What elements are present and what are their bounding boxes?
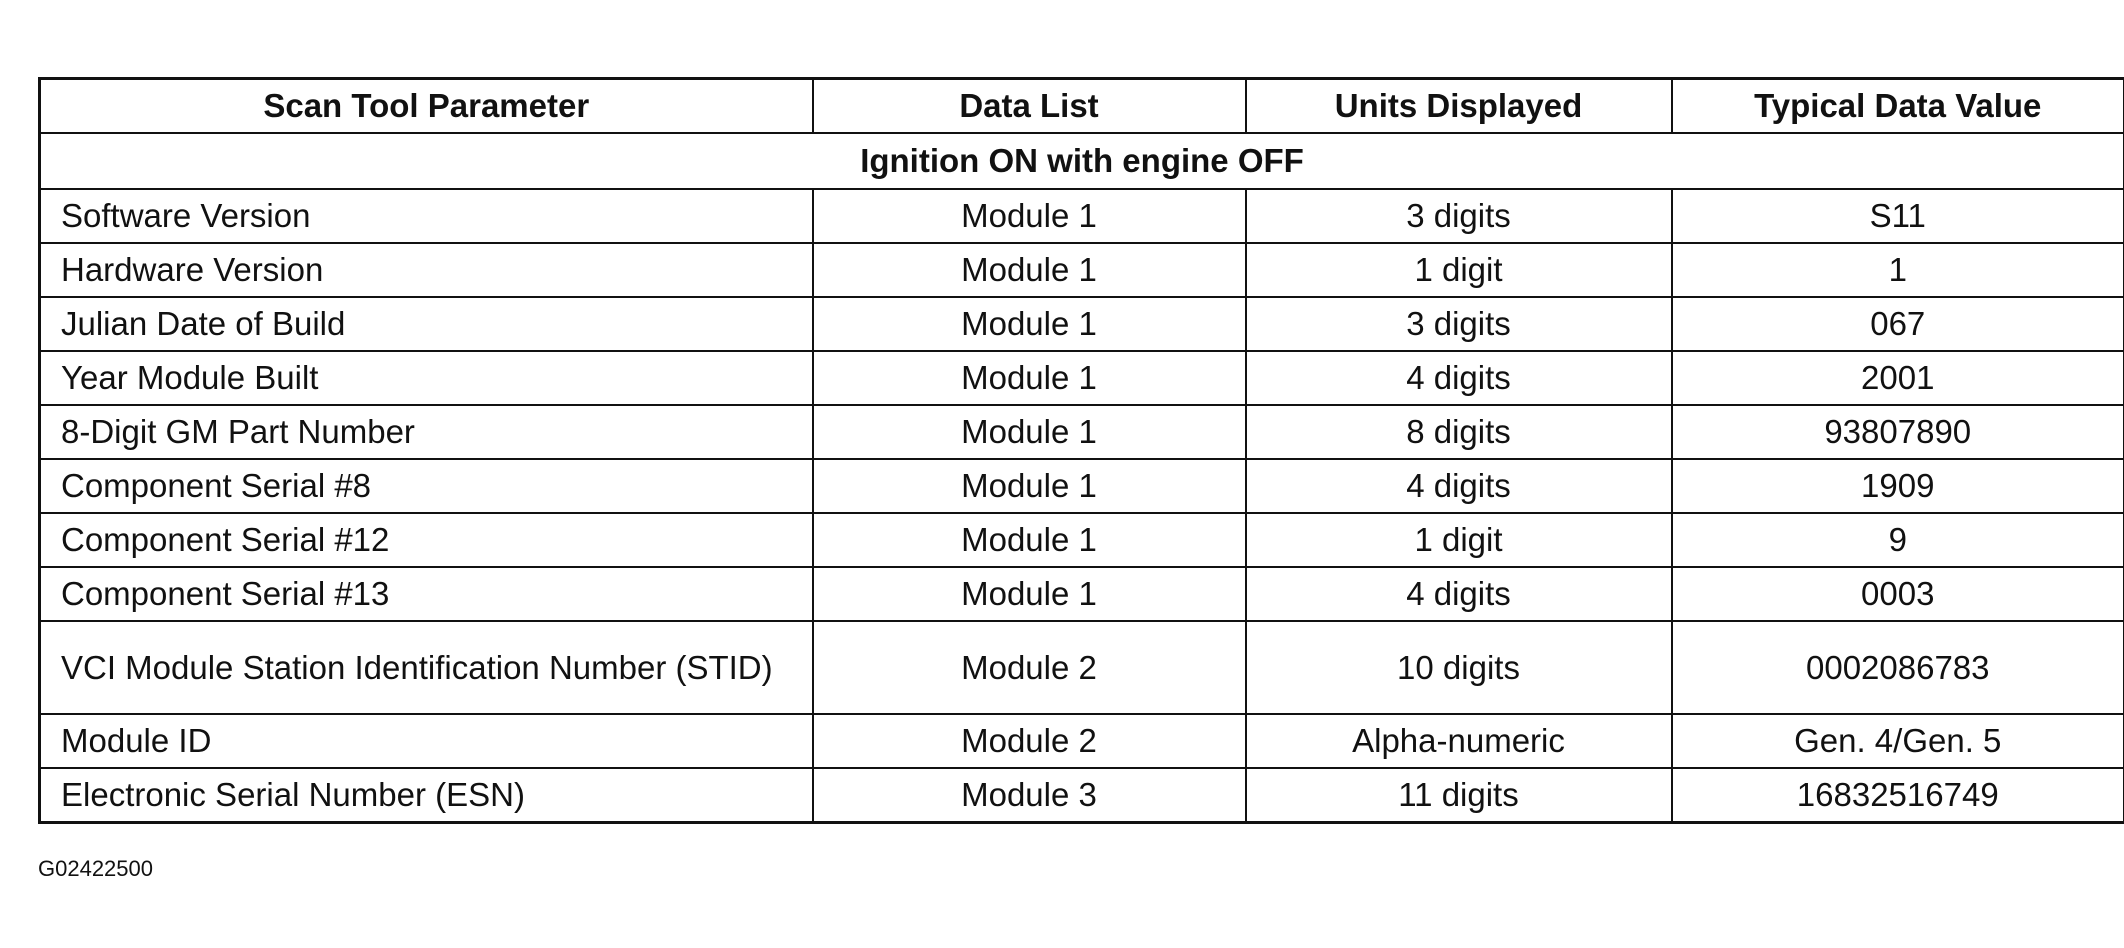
- table-row: [40, 567, 2124, 621]
- data-list-cell: Module 1: [813, 567, 1246, 621]
- value-cell: 0003: [1672, 567, 2124, 621]
- data-list-cell: Module 1: [813, 189, 1246, 243]
- scan-tool-parameter-table: [38, 77, 2124, 824]
- units-cell: 3 digits: [1246, 297, 1672, 351]
- parameter-cell: Julian Date of Build: [40, 297, 813, 351]
- table-row: [40, 459, 2124, 513]
- units-cell: 4 digits: [1246, 459, 1672, 513]
- header-data-list: Data List: [813, 79, 1246, 134]
- units-cell: 1 digit: [1246, 513, 1672, 567]
- header-typical-data-value: Typical Data Value: [1672, 79, 2124, 134]
- parameter-cell: Component Serial #8: [40, 459, 813, 513]
- units-cell: 1 digit: [1246, 243, 1672, 297]
- data-list-cell: Module 2: [813, 621, 1246, 714]
- data-list-cell: Module 2: [813, 714, 1246, 768]
- header-scan-tool-parameter: Scan Tool Parameter: [40, 79, 813, 134]
- value-cell: 2001: [1672, 351, 2124, 405]
- value-cell: 93807890: [1672, 405, 2124, 459]
- units-cell: 11 digits: [1246, 768, 1672, 823]
- data-list-cell: Module 1: [813, 405, 1246, 459]
- parameter-cell: VCI Module Station Identification Number (STID): [40, 621, 813, 714]
- section-title: Ignition ON with engine OFF: [40, 133, 2124, 189]
- value-cell: 067: [1672, 297, 2124, 351]
- parameter-cell: Module ID: [40, 714, 813, 768]
- value-cell: 0002086783: [1672, 621, 2124, 714]
- parameter-cell: 8-Digit GM Part Number: [40, 405, 813, 459]
- units-cell: Alpha-numeric: [1246, 714, 1672, 768]
- parameter-cell: Electronic Serial Number (ESN): [40, 768, 813, 823]
- parameter-cell: Component Serial #12: [40, 513, 813, 567]
- table-row: [40, 189, 2124, 243]
- parameter-cell: Year Module Built: [40, 351, 813, 405]
- section-row: [40, 133, 2124, 189]
- value-cell: S11: [1672, 189, 2124, 243]
- parameter-cell: Hardware Version: [40, 243, 813, 297]
- units-cell: 4 digits: [1246, 351, 1672, 405]
- value-cell: 1: [1672, 243, 2124, 297]
- table-row: [40, 351, 2124, 405]
- data-list-cell: Module 1: [813, 351, 1246, 405]
- value-cell: Gen. 4/Gen. 5: [1672, 714, 2124, 768]
- parameter-cell: Software Version: [40, 189, 813, 243]
- data-list-cell: Module 1: [813, 297, 1246, 351]
- table-header-row: [40, 79, 2124, 134]
- value-cell: 1909: [1672, 459, 2124, 513]
- data-list-cell: Module 1: [813, 243, 1246, 297]
- data-list-cell: Module 1: [813, 459, 1246, 513]
- value-cell: 9: [1672, 513, 2124, 567]
- units-cell: 8 digits: [1246, 405, 1672, 459]
- data-list-cell: Module 3: [813, 768, 1246, 823]
- table-row: [40, 297, 2124, 351]
- units-cell: 3 digits: [1246, 189, 1672, 243]
- table-row: [40, 768, 2124, 823]
- units-cell: 10 digits: [1246, 621, 1672, 714]
- table-row: [40, 243, 2124, 297]
- figure-id: G02422500: [38, 856, 153, 881]
- table-row: [40, 714, 2124, 768]
- value-cell: 16832516749: [1672, 768, 2124, 823]
- parameter-cell: Component Serial #13: [40, 567, 813, 621]
- data-list-cell: Module 1: [813, 513, 1246, 567]
- table-row: [40, 513, 2124, 567]
- table-row: [40, 621, 2124, 714]
- units-cell: 4 digits: [1246, 567, 1672, 621]
- header-units-displayed: Units Displayed: [1246, 79, 1672, 134]
- table-row: [40, 405, 2124, 459]
